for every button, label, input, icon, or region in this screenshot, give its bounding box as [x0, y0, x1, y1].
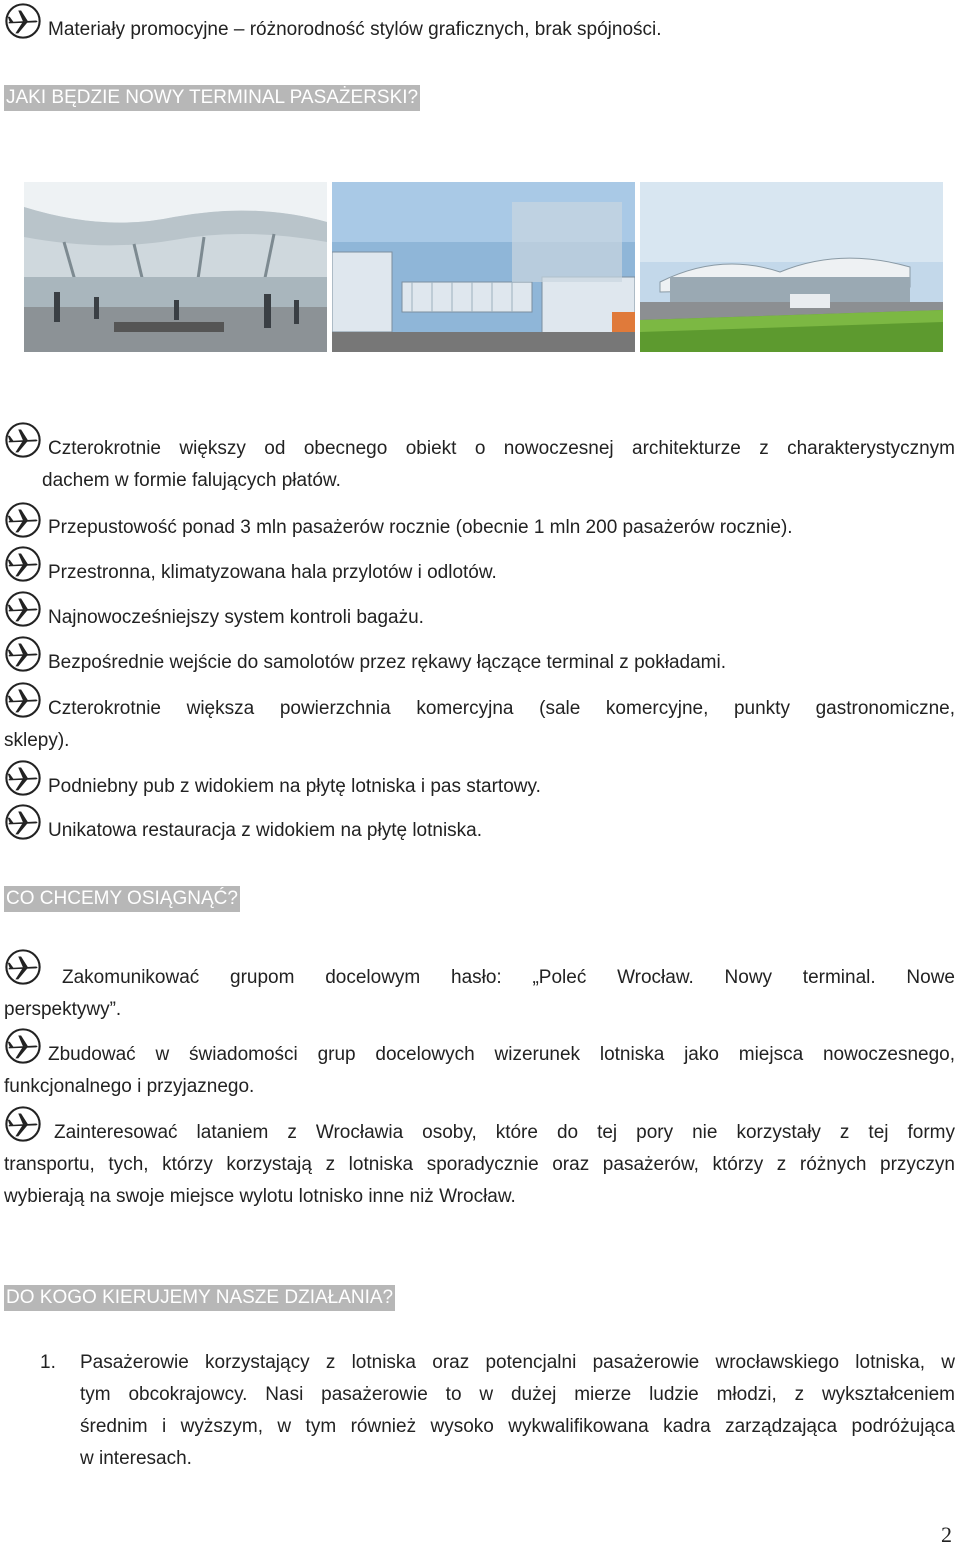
page-number: 2 [941, 1522, 952, 1547]
intro-bullet-text: Materiały promocyjne – różnorodność stylów graficznych, brak spójności. [48, 19, 662, 40]
goal-bullet-1-line2: perspektywy”. [4, 999, 122, 1020]
list-item-number: 1. [40, 1352, 56, 1373]
terminal-bullet-5: Bezpośrednie wejście do samolotów przez rękawy łączące terminal z pokładami. [48, 652, 726, 673]
list-item-1-line3: średnim i wyższym, w tym również wysoko wykwalifikowana kadra zarządzająca podróżująca [80, 1416, 955, 1437]
terminal-bullet-4: Najnowocześniejszy system kontroli bagażu. [48, 607, 424, 628]
goal-bullet-2-line2: funkcjonalnego i przyjaznego. [4, 1076, 255, 1097]
airplane-bullet-icon [4, 590, 42, 628]
airplane-bullet-icon [4, 635, 42, 673]
list-item-1-line1: Pasażerowie korzystający z lotniska oraz potencjalni pasażerowie wrocławskiego lotniska, w [80, 1352, 955, 1373]
goal-bullet-3-line1: Zainteresować lataniem z Wrocławia osoby, które do tej pory nie korzystały z tej formy [54, 1122, 955, 1143]
goal-bullet-2-line1: Zbudować w świadomości grup docelowych wizerunek lotniska jako miejsca nowoczesnego, [48, 1044, 955, 1065]
airplane-bullet-icon [4, 2, 42, 40]
airplane-bullet-icon [4, 545, 42, 583]
terminal-bullet-7: Podniebny pub z widokiem na płytę lotniska i pas startowy. [48, 776, 541, 797]
goal-bullet-3-line2: transportu, tych, którzy korzystają z lotniska sporadycznie oraz pasażerów, którzy z różnych przyczyn [4, 1154, 955, 1175]
terminal-bullet-1-line2: dachem w formie falujących płatów. [42, 470, 341, 491]
airplane-bullet-icon [4, 1105, 42, 1143]
airplane-bullet-icon [4, 759, 42, 797]
airplane-bullet-icon [4, 803, 42, 841]
section-heading-target-audience: DO KOGO KIERUJEMY NASZE DZIAŁANIA? [4, 1285, 395, 1311]
airplane-bullet-icon [4, 421, 42, 459]
airplane-bullet-icon [4, 948, 42, 986]
terminal-exterior-photo [640, 182, 943, 352]
goal-bullet-3-line3: wybierają na swoje miejsce wylotu lotnisko inne niż Wrocław. [4, 1186, 516, 1207]
terminal-interior-photo [24, 182, 327, 352]
terminal-bullet-3: Przestronna, klimatyzowana hala przylotów i odlotów. [48, 562, 497, 583]
terminal-bullet-6-line1: Czterokrotnie większa powierzchnia komercyjna (sale komercyjne, punkty gastronomiczne, [48, 698, 955, 719]
list-item-1-line2: tym obcokrajowcy. Nasi pasażerowie to w dużej mierze ludzie młodzi, z wykształceniem [80, 1384, 955, 1405]
glass-jet-bridges-photo [332, 182, 635, 352]
airplane-bullet-icon [4, 1027, 42, 1065]
terminal-bullet-8: Unikatowa restauracja z widokiem na płytę lotniska. [48, 820, 483, 841]
section-heading-new-terminal: JAKI BĘDZIE NOWY TERMINAL PASAŻERSKI? [4, 85, 420, 111]
terminal-bullet-1-line1: Czterokrotnie większy od obecnego obiekt o nowoczesnej architekturze z charakterystycznym [48, 438, 955, 459]
airplane-bullet-icon [4, 501, 42, 539]
goal-bullet-1-line1: Zakomunikować grupom docelowym hasło: „Poleć Wrocław. Nowy terminal. Nowe [62, 967, 955, 988]
section-heading-goals: CO CHCEMY OSIĄGNĄĆ? [4, 886, 240, 912]
airplane-bullet-icon [4, 681, 42, 719]
list-item-1-line4: w interesach. [80, 1448, 192, 1469]
terminal-bullet-2: Przepustowość ponad 3 mln pasażerów rocznie (obecnie 1 mln 200 pasażerów rocznie). [48, 517, 793, 538]
terminal-bullet-6-line2: sklepy). [4, 730, 70, 751]
